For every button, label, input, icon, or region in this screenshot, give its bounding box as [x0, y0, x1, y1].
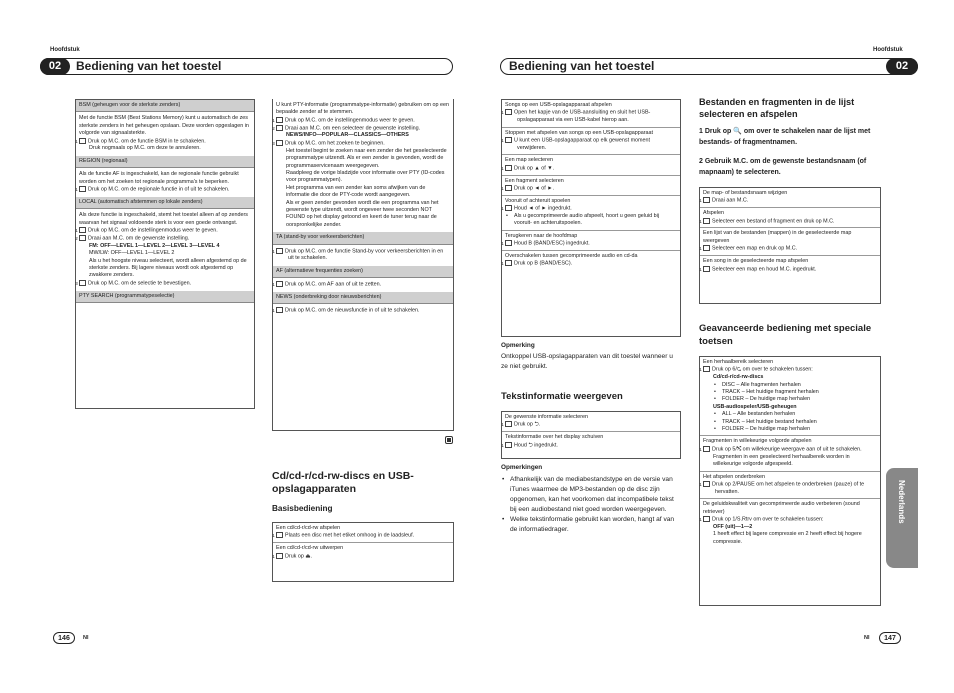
- bsm-heading: BSM (geheugen voor de sterkste zenders): [76, 100, 254, 112]
- language-code-left: Nl: [83, 635, 89, 641]
- advanced-title: Geavanceerde bediening met speciale toetsen: [699, 323, 872, 347]
- settings-box-col1: [75, 99, 255, 409]
- chapter-number-right: 02: [886, 58, 918, 75]
- cd-usb-section-title: Cd/cd-r/cd-rw-discs en USB-opslagapparaten: [272, 470, 414, 495]
- page-number-right: 147: [879, 632, 901, 644]
- chapter-number-left: 02: [40, 58, 70, 75]
- list-section-title: Bestanden en fragmenten in de lijst selecteren en afspelen: [699, 97, 855, 119]
- chapter-label-left: Hoofdstuk: [50, 47, 80, 53]
- list-box: De map- of bestandsnaam wijzigen 1 Draai aan M.C. Afspelen 1 Selecteer een bestand of fragment en druk op M.C. Een lijst van de bestanden (mappen) in de geselecteerde map weergeven 1 Selecteer een map en druk op M.C. Een song in de geselecteerde map afspelen 1 Selecteer een map en houd M.C. ingedrukt.: [699, 187, 881, 304]
- text-info-title: Tekstinformatie weergeven: [501, 391, 623, 402]
- list-step2: 2 Gebruik M.C. om de gewenste bestandsnaam (of mapnaam) te selecteren.: [699, 158, 867, 176]
- cd-basic-box: Een cd/cd-r/cd-rw afspelen 1 Plaats een disc met het etiket omhoog in de laadsleuf. Een cd/cd-r/cd-rw uitwerpen 1 Druk op ⏏.: [272, 522, 454, 582]
- pty-heading: PTY SEARCH (programmatypeselectie): [76, 291, 254, 303]
- note-body: Ontkoppel USB-opslagapparaten van dit toestel wanneer u ze niet gebruikt.: [501, 353, 673, 370]
- bsm-body: Met de functie BSM (Best Stations Memory) kunt u automatisch de zes sterkste zenders in het geheugen opslaan. Deze worden opgeslagen in volgorde van signaalsterkte. 1 Druk op M.C. om de functie BSM in te schakelen. Druk nogmaals op M.C. om deze te annuleren.: [75, 115, 249, 152]
- region-heading: REGION (regionaal): [76, 156, 254, 168]
- list-step1: 1 Druk op 🔍 om over te schakelen naar de lijst met bestands- of fragmentnamen.: [699, 128, 871, 146]
- region-body: Als de functie AF is ingeschakeld, kan de regionale functie gebruikt worden om het zoeken tot regionale programma's te beperken. 1 Druk op M.C. om de regionale functie in of uit te schakelen.: [75, 171, 239, 193]
- notes-list: • Afhankelijk van de mediabestandstype en de versie van iTunes waarmee de MP3-bestanden op de disc zijn opgenomen, kan het voorkomen dat incompatibele tekst bij een audiobestand niet goed worden weergegeven. • Welke tekstinformatie gebruikt kan worden, hangt af van de informatiedrager.: [501, 475, 681, 535]
- end-section-icon: [445, 436, 453, 444]
- chapter-title-left: Bediening van het toestel: [76, 59, 222, 73]
- page-number-left: 146: [53, 632, 75, 644]
- text-info-box: De gewenste informatie selecteren 1 Druk op ⮌. Tekstinformatie over het display schuiven 1 Houd ⮌ ingedrukt.: [501, 411, 681, 459]
- basic-operation-title: Basisbediening: [272, 504, 333, 513]
- usb-box: Songs op een USB-opslagapparaat afspelen 1 Open het kapje van de USB-aansluiting en sluit het USB-opslagapparaat via een USB-kabel hierop aan. Stoppen met afspelen van songs op een USB-opslagapparaat 1 U kunt een USB-opslagapparaat op elk gewenst moment verwijderen. Een map selecteren 1 Druk op ▲ of ▼. Een fragment selecteren 1 Druk op ◄ of ►. Vooruit of achteruit spoelen 1 Houd ◄ of ► ingedrukt. • Als u gecomprimeerde audio afspeelt, hoort u geen geluid bij vooruit- en achteruitspoelen. Terugkeren naar de hoofdmap 1 Houd B (BAND/ESC) ingedrukt. Overschakelen tussen gecomprimeerde audio en cd-da 1 Druk op B (BAND/ESC).: [501, 99, 681, 337]
- chapter-title-right: Bediening van het toestel: [509, 59, 655, 73]
- news-heading: NEWS (onderbreking door nieuwsberichten): [273, 292, 453, 304]
- af-heading: AF (alternatieve frequenties zoeken): [273, 266, 453, 278]
- language-code-right: Nl: [864, 635, 870, 641]
- advanced-box: Een herhaalbereik selecteren 1 Druk op 6/⮎ om over te schakelen tussen: Cd/cd-r/cd-rw-discs • DISC – Alle fragmenten herhalen • TRACK – Het huidige fragment herhalen • FOLDER – De huidige map herhalen USB-audiospeler/USB-geheugen • ALL – Alle bestanden herhalen • TRACK – Het huidige bestand herhalen • FOLDER – De huidige map herhalen Fragmenten in willekeurige volgorde afspelen 1 Druk op 5/⤭ om willekeurige weergave aan of uit te schakelen. Fragmenten in een geselecteerd herhaalbereik worden in willekeurige volgorde afgespeeld. Het afspelen onderbreken 1 Druk op 2/PAUSE om het afspelen te onderbreken (pauze) of te hervatten. De geluidskwaliteit van gecomprimeerde audio verbeteren (sound retriever) 1 Druk op 1/S.Rtrv om over te schakelen tussen: OFF (uit)—1—2 1 heeft effect bij lagere compressie en 2 heeft effect bij hogere compressie.: [699, 356, 881, 606]
- chapter-label-right: Hoofdstuk: [873, 47, 903, 53]
- notes-title: Opmerkingen: [501, 464, 543, 471]
- pty-body: U kunt PTY-informatie (programmatype-informatie) gebruiken om op een bepaalde zender af te stemmen. 1 Druk op M.C. om de instellingenmodus weer te geven. 2 Draai aan M.C. om een selecteer de gewenste instelling. NEWS/INFO—POPULAR—CLASSICS—OTHERS 3 Druk op M.C. om het zoeken te beginnen. Het toestel begint te zoeken naar een zender die het geselecteerde programmatype uitzendt. Als er een zender is gevonden, wordt de programmaservicenaam weergegeven. Raadpleeg de vorige bladzijde voor informatie over PTY (ID-codes voor programmatypen). Het programma van een zender kan soms afwijken van de informatie die door de PTY-code wordt aangegeven. Als er geen zender gevonden wordt die een programma van het gewenste type uitzendt, wordt ongeveer twee seconden NOT FOUND op het display getoond en keert de tuner terug naar de oorspronkelijke zender.: [272, 102, 449, 228]
- local-body: Als deze functie is ingeschakeld, stemt het toestel alleen af op zenders waarvan het signaal voldoende sterk is voor een goede ontvangst. 1 Druk op M.C. om de instellingenmodus weer te geven. 2 Draai aan M.C. om de gewenste instelling. FM: OFF—LEVEL 1—LEVEL 2—LEVEL 3—LEVEL 4 MW/LW: OFF—LEVEL 1—LEVEL 2 Als u het hoogste niveau selecteert, wordt alleen afgestemd op de sterkste zenders. Bij lagere niveaus wordt ook afgestemd op zwakkere zenders. 3 Druk op M.C. om de selectie te bevestigen.: [75, 212, 249, 287]
- settings-box-col2: U kunt PTY-informatie (programmatype-informatie) gebruiken om op een bepaalde zender af te stemmen. 1 Druk op M.C. om de instellingenmodus weer te geven. 2 Draai aan M.C. om een selecteer de gewenste instelling. NEWS/INFO—POPULAR—CLASSICS—OTHERS 3 Druk op M.C. om het zoeken te beginnen. Het toestel begint te zoeken naar een zender die het geselecteerde programmatype uitzendt. Als er een zender is gevonden, wordt de programmaservicenaam weergegeven. Raadpleeg de vorige bladzijde voor informatie over PTY (ID-codes voor programmatypen). Het programma van een zender kan soms afwijken van de informatie die door de PTY-code wordt aangegeven. Als er geen zender gevonden wordt die een programma van het gewenste type uitzendt, wordt ongeveer twee seconden NOT FOUND op het display getoond en keert de tuner terug naar de oorspronkelijke zender. TA (stand-by voor verkeersberichten) 1 Druk op M.C. om de functie Stand-by voor verkeersberichten in en uit te schakelen. AF (alternatieve frequenties zoeken) 1 Druk op M.C. om AF aan of uit te zetten. NEWS (onderbreking door nieuwsberichten) 1 Druk op M.C. om de nieuwsfunctie in of uit te schakelen.: [272, 99, 454, 431]
- local-heading: LOCAL (automatisch afstemmen op lokale zenders): [76, 197, 254, 209]
- note-title: Opmerking: [501, 342, 535, 349]
- ta-heading: TA (stand-by voor verkeersberichten): [273, 232, 453, 244]
- language-side-tab: Nederlands: [886, 468, 918, 568]
